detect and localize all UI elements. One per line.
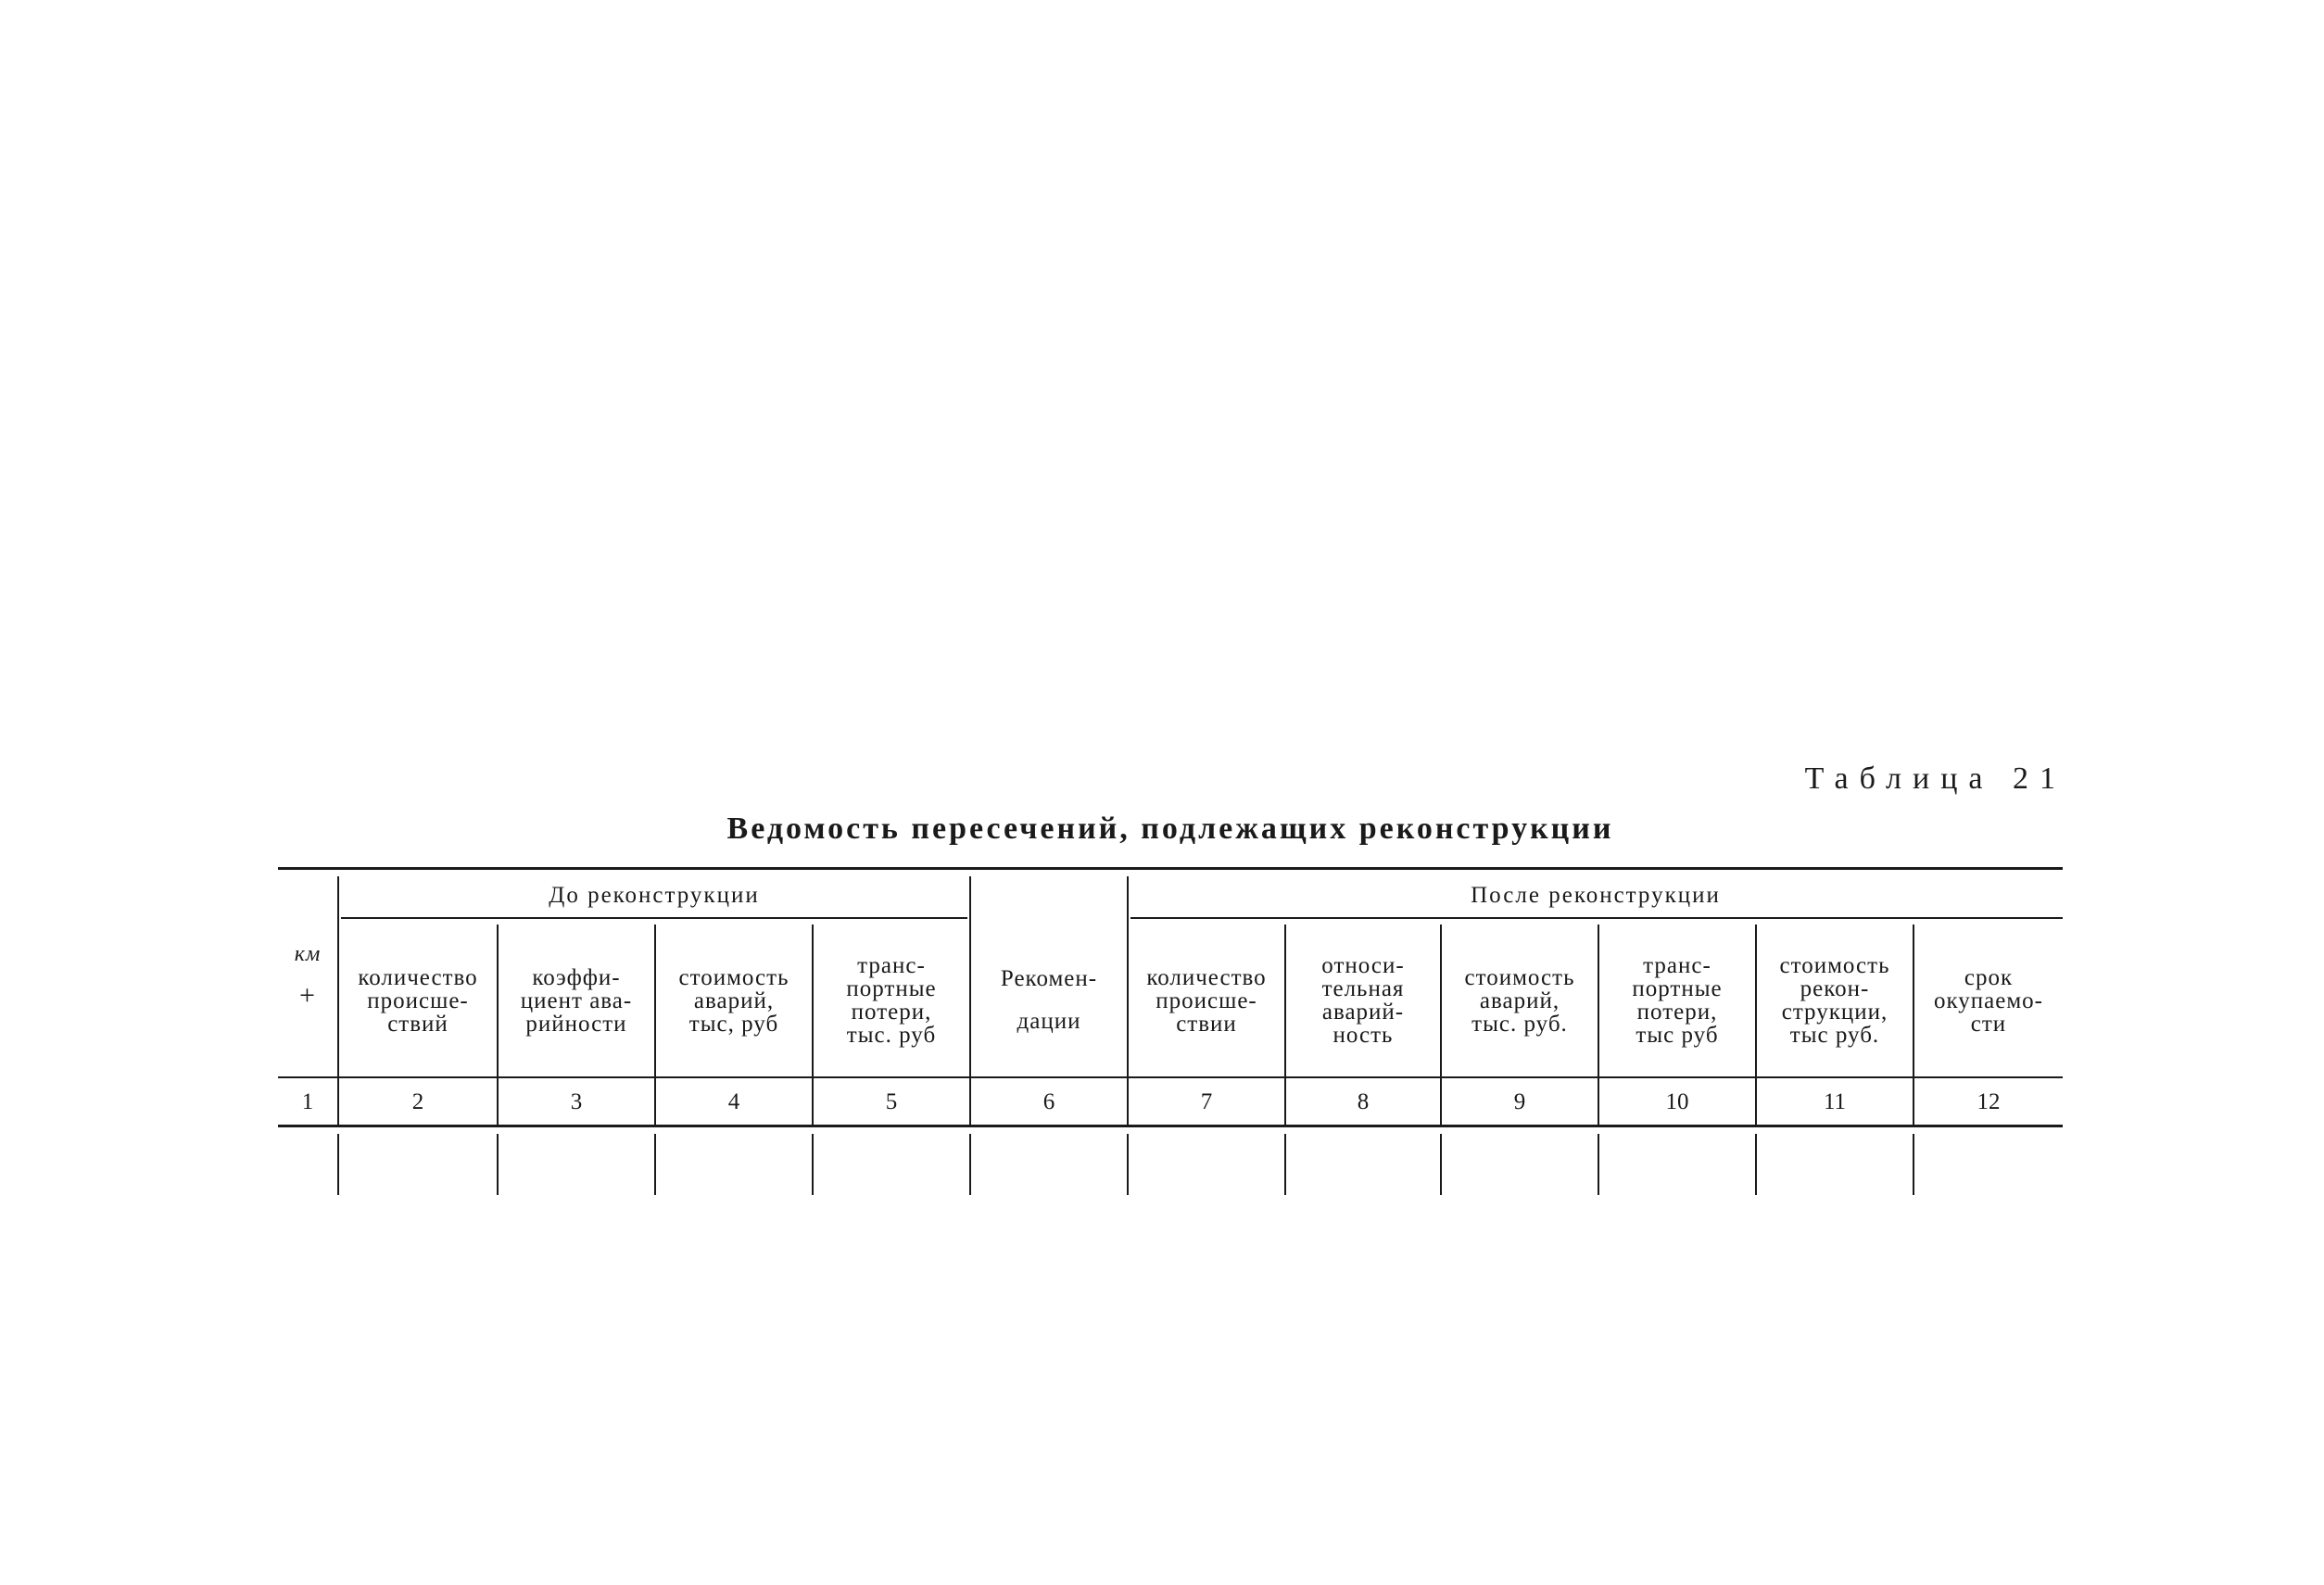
column-header: количество происше- ствии (1146, 964, 1267, 1037)
column-number: 1 (301, 1088, 314, 1114)
column-header: срок окупаемо- сти (1933, 964, 2043, 1037)
body-divider (654, 1134, 656, 1195)
body-divider (497, 1134, 499, 1195)
body-divider (1598, 1134, 1599, 1195)
column-number: 6 (1042, 1088, 1055, 1114)
body-divider (1127, 1134, 1129, 1195)
column-header: количество происше- ствий (358, 964, 478, 1037)
group-underline-before (341, 917, 967, 919)
group-header-recommendations: Рекомен- дации (1000, 966, 1098, 1034)
column-number: 11 (1823, 1088, 1847, 1114)
group-underline-after (1130, 917, 2063, 919)
column-number: 8 (1357, 1088, 1370, 1114)
body-divider (812, 1134, 814, 1195)
column-number: 9 (1513, 1088, 1526, 1114)
body-divider (1284, 1134, 1286, 1195)
column-header: транс- портные потери, тыс. руб (846, 953, 937, 1048)
column-number: 5 (885, 1088, 898, 1114)
column-header: стоимость аварий, тыс, руб (678, 964, 789, 1037)
column-number: 4 (727, 1088, 740, 1114)
column-header: стоимость рекон- струкции, тыс руб. (1779, 953, 1890, 1048)
table-top-rule (278, 867, 2063, 870)
group-header-after: После реконструкции (1471, 882, 1721, 908)
column-number: 2 (411, 1088, 424, 1114)
column-header: стоимость аварий, тыс. руб. (1464, 964, 1575, 1037)
column-number: 10 (1665, 1088, 1689, 1114)
table-label: Таблица 21 (1804, 761, 2066, 796)
km-unit-label: км (294, 941, 322, 966)
document-title: Ведомость пересечений, подлежащих реконструкции (726, 811, 1614, 846)
numbers-bottom-rule (278, 1125, 2063, 1127)
body-divider (1913, 1134, 1914, 1195)
column-header: коэффи- циент ава- рийности (520, 964, 633, 1037)
plus-sign: + (299, 979, 316, 1011)
group-header-before: До реконструкции (549, 882, 760, 908)
body-divider (337, 1134, 339, 1195)
column-number: 12 (1977, 1088, 2001, 1114)
column-header: относи- тельная аварий- ность (1321, 953, 1405, 1048)
body-divider (969, 1134, 971, 1195)
header-bottom-rule (278, 1076, 2063, 1078)
body-divider (1440, 1134, 1442, 1195)
column-number: 7 (1200, 1088, 1213, 1114)
column-header: транс- портные потери, тыс руб (1632, 953, 1723, 1048)
body-divider (1755, 1134, 1757, 1195)
column-number: 3 (570, 1088, 583, 1114)
